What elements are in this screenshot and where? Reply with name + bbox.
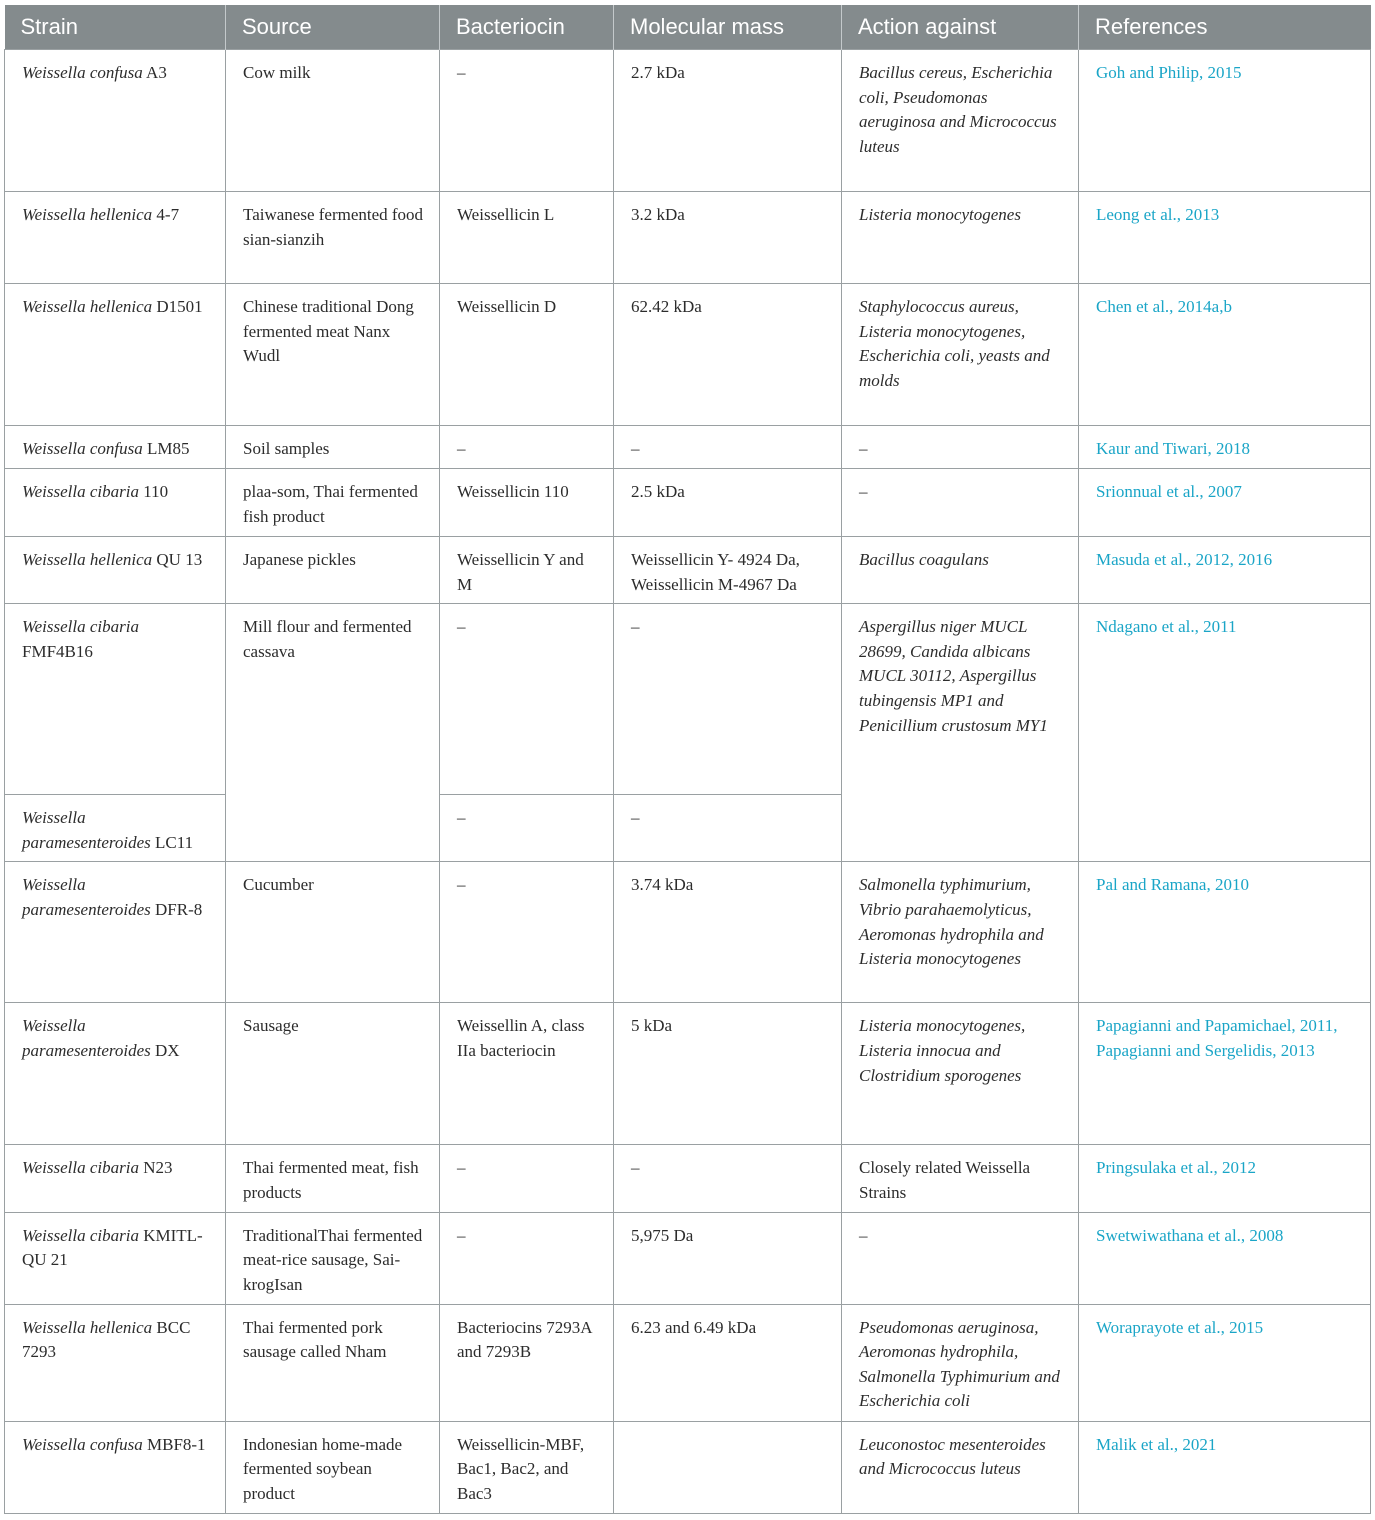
table-row: [5, 50, 1371, 192]
table-row: [5, 1145, 1371, 1212]
strain-cell: [5, 862, 226, 1003]
source-cell: Indonesian home-made fermented soybean product: [226, 1421, 440, 1513]
action-cell: Listeria monocytogenes, Listeria innocua and Clostridium sporogenes: [842, 1003, 1079, 1145]
reference-link[interactable]: Leong et al., 2013: [1096, 205, 1220, 224]
bacteriocin-cell: Weissellicin D: [440, 284, 614, 426]
source-cell: plaa-som, Thai fermented fish product: [226, 469, 440, 537]
bacteriocin-cell: –: [440, 604, 614, 795]
action-cell: Pseudomonas aeruginosa, Aeromonas hydrophila, Salmonella Typhimurium and Escherichia coli: [842, 1304, 1079, 1421]
strain-species: Weissella confusa: [22, 439, 143, 458]
mass-cell: 6.23 and 6.49 kDa: [614, 1304, 842, 1421]
reference-cell: [1079, 862, 1371, 1003]
action-cell: Leuconostoc mesenteroides and Micrococcus luteus: [842, 1421, 1079, 1513]
mass-cell: Weissellicin Y- 4924 Da, Weissellicin M-4967 Da: [614, 537, 842, 604]
strain-species: Weissella confusa: [22, 1434, 143, 1454]
source-cell: Japanese pickles: [226, 537, 440, 604]
reference-cell: [1079, 1421, 1371, 1513]
strain-species: Weissella cibaria: [22, 482, 139, 501]
reference-cell: [1079, 192, 1371, 284]
action-cell: Aspergillus niger MUCL 28699, Candida albicans MUCL 30112, Aspergillus tubingensis MP1 and Penicillium crustosum MY1: [842, 604, 1079, 862]
table-row: [5, 469, 1371, 537]
table-row: [5, 284, 1371, 426]
reference-link[interactable]: Srionnual et al., 2007: [1096, 482, 1242, 501]
action-cell: Bacillus cereus, Escherichia coli, Pseudomonas aeruginosa and Micrococcus luteus: [842, 50, 1079, 192]
reference-link[interactable]: Woraprayote et al., 2015: [1096, 1317, 1264, 1337]
action-cell: Listeria monocytogenes: [842, 192, 1079, 284]
reference-link[interactable]: Kaur and Tiwari, 2018: [1096, 439, 1250, 458]
source-cell: Sausage: [226, 1003, 440, 1145]
action-cell: –: [842, 426, 1079, 469]
reference-link[interactable]: Goh and Philip, 2015: [1096, 63, 1242, 82]
reference-link[interactable]: Ndagano et al., 2011: [1096, 617, 1237, 637]
reference-link[interactable]: Pringsulaka et al., 2012: [1096, 1158, 1257, 1178]
strain-cell: [5, 192, 226, 284]
action-cell: Staphylococcus aureus, Listeria monocytogenes, Escherichia coli, yeasts and molds: [842, 284, 1079, 426]
header-source: Source: [226, 5, 440, 50]
bacteriocin-cell: –: [440, 50, 614, 192]
strain-cell: [5, 1421, 226, 1513]
strain-species: Weissella hellenica: [22, 297, 153, 316]
bacteriocin-cell: –: [440, 862, 614, 1003]
reference-cell: [1079, 426, 1371, 469]
header-references: References: [1079, 5, 1371, 50]
bacteriocin-cell: Weissellicin L: [440, 192, 614, 284]
header-molecular-mass: Molecular mass: [614, 5, 842, 50]
bacteriocin-cell: Bacteriocins 7293A and 7293B: [440, 1304, 614, 1421]
strain-id: A3: [142, 63, 167, 82]
strain-id: D1501: [152, 297, 203, 316]
table-row: [5, 862, 1371, 1003]
reference-cell: [1079, 469, 1371, 537]
strain-id: DFR-8: [150, 899, 203, 919]
reference-link[interactable]: Papagianni and Sergelidis, 2013: [1096, 1040, 1315, 1060]
strain-id: DX: [150, 1040, 180, 1060]
strain-cell: [5, 426, 226, 469]
strain-cell: [5, 1145, 226, 1212]
header-strain: Strain: [5, 5, 226, 50]
bacteriocin-cell: Weissellicin 110: [440, 469, 614, 537]
bacteriocin-cell: Weissellin A, class IIa bacteriocin: [440, 1003, 614, 1145]
reference-link[interactable]: Masuda et al., 2012, 2016: [1096, 550, 1273, 569]
mass-cell: –: [614, 604, 842, 795]
strain-id: FMF4B16: [22, 641, 93, 661]
source-cell: Chinese traditional Dong fermented meat Nanx Wudl: [226, 284, 440, 426]
bacteriocin-cell: –: [440, 1212, 614, 1304]
strain-cell: [5, 1304, 226, 1421]
source-cell: Mill flour and fermented cassava: [226, 604, 440, 862]
header-bacteriocin: Bacteriocin: [440, 5, 614, 50]
strain-id: KMITL-QU 21: [22, 1225, 203, 1270]
strain-id: LM85: [142, 439, 190, 458]
mass-cell: 2.7 kDa: [614, 50, 842, 192]
strain-id: QU 13: [152, 550, 203, 569]
source-cell: TraditionalThai fermented meat-rice sausage, Sai-krogIsan: [226, 1212, 440, 1304]
mass-cell: 3.2 kDa: [614, 192, 842, 284]
strain-species: Weissella cibaria: [22, 1225, 139, 1245]
strain-id: MBF8-1: [142, 1434, 206, 1454]
strain-species: Weissella paramesenteroides: [22, 875, 151, 919]
table-row: [5, 1304, 1371, 1421]
strain-species: Weissella hellenica: [22, 550, 153, 569]
source-cell: Soil samples: [226, 426, 440, 469]
strain-cell: [5, 795, 226, 862]
strain-species: Weissella hellenica: [22, 205, 153, 224]
mass-cell: 5,975 Da: [614, 1212, 842, 1304]
reference-link[interactable]: Papagianni and Papamichael, 2011,: [1096, 1016, 1338, 1036]
bacteriocin-cell: –: [440, 795, 614, 862]
strain-species: Weissella paramesenteroides: [22, 808, 151, 852]
reference-cell: [1079, 1003, 1371, 1145]
strain-id: LC11: [150, 832, 194, 852]
action-cell: Closely related Weissella Strains: [842, 1145, 1079, 1212]
mass-cell: 62.42 kDa: [614, 284, 842, 426]
reference-cell: [1079, 50, 1371, 192]
reference-cell: [1079, 1304, 1371, 1421]
table-header: [5, 5, 1371, 50]
bacteriocin-table: [4, 5, 1371, 1514]
strain-species: Weissella confusa: [22, 63, 143, 82]
mass-cell: 2.5 kDa: [614, 469, 842, 537]
bacteriocin-cell: –: [440, 1145, 614, 1212]
mass-cell: 3.74 kDa: [614, 862, 842, 1003]
strain-id: 110: [138, 482, 169, 501]
source-cell: Thai fermented meat, fish products: [226, 1145, 440, 1212]
bacteriocin-cell: Weissellicin Y and M: [440, 537, 614, 604]
strain-cell: [5, 469, 226, 537]
source-cell: Thai fermented pork sausage called Nham: [226, 1304, 440, 1421]
mass-cell: –: [614, 795, 842, 862]
mass-cell: [614, 1421, 842, 1513]
strain-id: 4-7: [152, 205, 180, 224]
table-row: [5, 192, 1371, 284]
table-row: [5, 426, 1371, 469]
strain-species: Weissella cibaria: [22, 1158, 139, 1178]
strain-species: Weissella cibaria: [22, 617, 139, 637]
action-cell: Bacillus coagulans: [842, 537, 1079, 604]
strain-species: Weissella hellenica: [22, 1317, 153, 1337]
reference-link[interactable]: Swetwiwathana et al., 2008: [1096, 1225, 1284, 1245]
mass-cell: 5 kDa: [614, 1003, 842, 1145]
reference-link[interactable]: Pal and Ramana, 2010: [1096, 875, 1249, 895]
strain-species: Weissella paramesenteroides: [22, 1016, 151, 1060]
reference-cell: [1079, 1212, 1371, 1304]
strain-cell: [5, 537, 226, 604]
table-row: [5, 537, 1371, 604]
reference-cell: [1079, 604, 1371, 862]
table-row: [5, 1003, 1371, 1145]
header-action-against: Action against: [842, 5, 1079, 50]
source-cell: Cucumber: [226, 862, 440, 1003]
strain-cell: [5, 50, 226, 192]
strain-cell: [5, 604, 226, 795]
strain-id: N23: [138, 1158, 173, 1178]
strain-cell: [5, 1212, 226, 1304]
reference-link[interactable]: Malik et al., 2021: [1096, 1434, 1217, 1454]
table-row: [5, 604, 1371, 795]
action-cell: Salmonella typhimurium, Vibrio parahaemolyticus, Aeromonas hydrophila and Listeria monocytogenes: [842, 862, 1079, 1003]
table-row: [5, 1212, 1371, 1304]
table-body: [5, 50, 1371, 1514]
table-row: [5, 1421, 1371, 1513]
mass-cell: –: [614, 1145, 842, 1212]
bacteriocin-cell: Weissellicin-MBF, Bac1, Bac2, and Bac3: [440, 1421, 614, 1513]
bacteriocin-cell: –: [440, 426, 614, 469]
reference-cell: [1079, 537, 1371, 604]
strain-cell: [5, 284, 226, 426]
action-cell: –: [842, 469, 1079, 537]
reference-cell: [1079, 1145, 1371, 1212]
reference-cell: [1079, 284, 1371, 426]
strain-id: BCC 7293: [22, 1317, 191, 1362]
mass-cell: –: [614, 426, 842, 469]
source-cell: Taiwanese fermented food sian-sianzih: [226, 192, 440, 284]
reference-link[interactable]: Chen et al., 2014a,b: [1096, 297, 1232, 316]
source-cell: Cow milk: [226, 50, 440, 192]
action-cell: –: [842, 1212, 1079, 1304]
strain-cell: [5, 1003, 226, 1145]
